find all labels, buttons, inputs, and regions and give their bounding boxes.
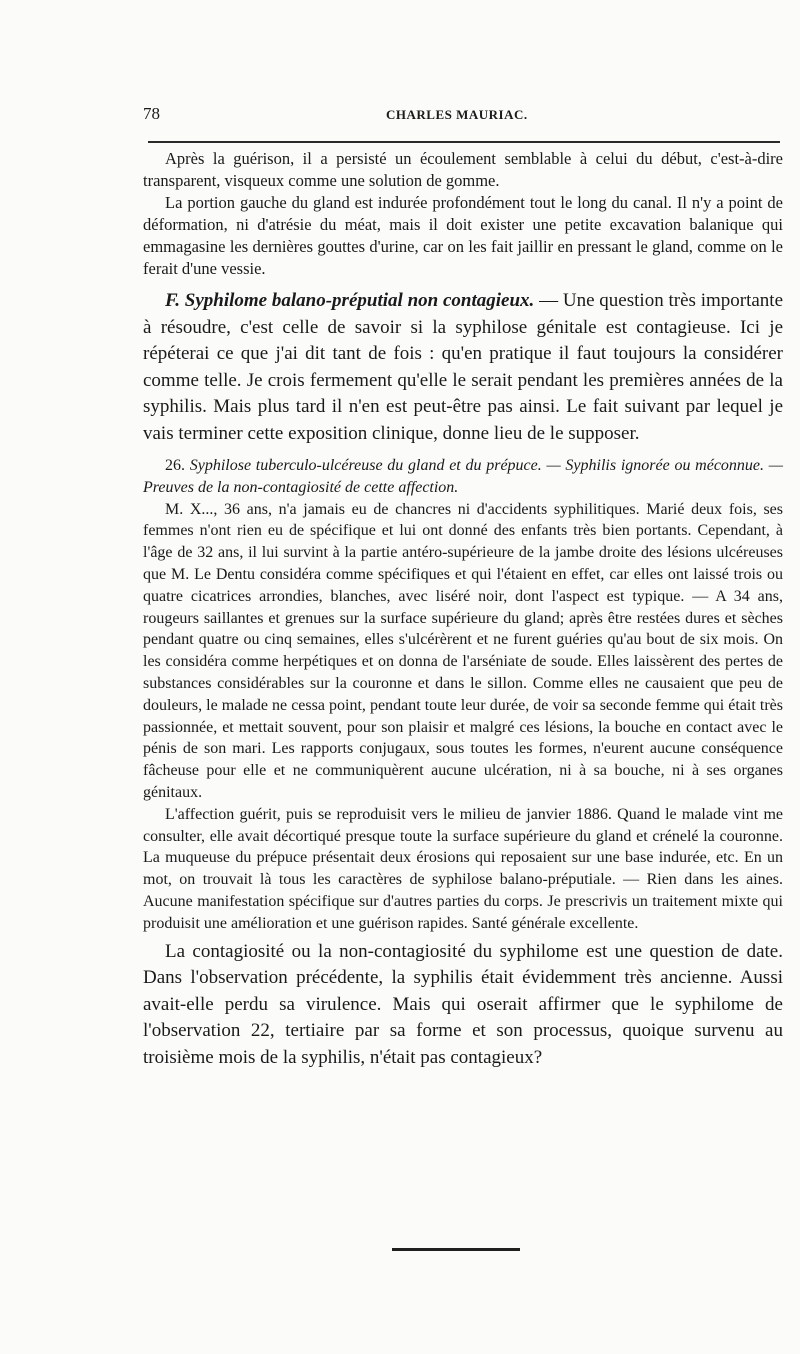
paragraph-discharge: Après la guérison, il a persisté un écoulement semblable à celui du début, c'est-à-dire transparent, visqueux comme une solution de gomme. [143, 149, 783, 190]
paragraph-section-f [143, 288, 783, 447]
section-text: — Une question très importante à résoudre, c'est celle de savoir si la syphilose génitale est contagieuse. Ici je répéterai ce que j'ai dit tant de fois : qu'en pratique il faut toujours la considérer comme telle. Je crois fermement qu'elle le serait pendant les premières années de la syphilis. Mais plus tard il n'en est peut-être pas ainsi. Le fait suivant par lequel je vais terminer cette exposition clinique, donne lieu de le supposer. [143, 290, 784, 444]
paragraph-gland: La portion gauche du gland est indurée profondément tout le long du canal. Il n'y a point de déformation, ni d'atrésie du méat, mais il doit exister une petite excavation balanique qui emmagasine les dernières gouttes d'urine, car on les fait jaillir en pressant le gland, comme on le ferait d'une vessie. [143, 193, 783, 278]
page-number: 78 [143, 104, 160, 123]
observation-title [143, 455, 783, 499]
header-rule [148, 141, 780, 143]
observation-title-text: Syphilose tuberculo-ulcéreuse du gland et du prépuce. — Syphilis ignorée ou méconnue. — Preuves de la non-contagiosité de cette affection. [143, 457, 783, 496]
observation-number: 26. [165, 457, 185, 474]
observation-paragraph-1: M. X..., 36 ans, n'a jamais eu de chancres ni d'accidents syphilitiques. Marié deux fois, ses femmes n'ont rien eu de spécifique et lui ont donné des enfants très bien portants. Cependant, à l'âge de 32 ans, il lui survint à la partie antéro-supérieure de la jambe droite des lésions ulcéreuses que M. Le Dentu considéra comme spécifiques et qui l'étaient en effet, car elles ont laissé trois ou quatre cicatrices arrondies, blanches, avec liséré noir, dont l'aspect est typique. — A 34 ans, rougeurs saillantes et grenues sur la surface supérieure du gland; après être restées dures et sèches pendant quatre ou cinq semaines, elles s'ulcérèrent et ne furent guéries qu'au bout de six mois. On les considéra comme herpétiques et on donna de l'arséniate de soude. Elles laissèrent des pertes de substances considérables sur la couronne et dans le sillon. Comme elles ne causaient que peu de douleurs, le malade ne cessa point, pendant toute leur durée, de voir sa seconde femme qui était très passionnée, et mettait souvent, pour son plaisir et malgré ces lésions, la bouche en contact avec le pénis de son mari. Les rapports conjugaux, sous toutes les formes, n'eurent aucune conséquence fâcheuse pour elle et ne communiquèrent aucune ulcération, ni à sa bouche, ni à ses organes génitaux. [143, 500, 783, 801]
section-heading: F. Syphilome balano-préputial non contagieux. [165, 290, 535, 311]
observation-paragraph-2: L'affection guérit, puis se reproduisit vers le milieu de janvier 1886. Quand le malade vint me consulter, elle avait décortiqué presque toute la surface supérieure du gland et crénelé la couronne. La muqueuse du prépuce présentait deux érosions qui reposaient sur une base indurée, etc. En un mot, on trouvait là tous les caractères de syphilose balano-préputiale. — Rien dans les aines. Aucune manifestation spécifique sur d'autres parties du corps. Je prescrivis un traitement mixte qui produisit une amélioration et une guérison rapides. Santé générale excellente. [143, 805, 783, 932]
running-title: CHARLES MAURIAC. [386, 107, 528, 122]
page-header [143, 104, 783, 130]
end-rule [392, 1248, 520, 1251]
body-text [143, 148, 783, 1071]
paragraph-conclusion: La contagiosité ou la non-contagiosité du syphilome est une question de date. Dans l'observation précédente, la syphilis était évidemment très ancienne. Aussi avait-elle perdu sa virulence. Mais qui oserait affirmer que le syphilome de l'observation 22, tertiaire par sa forme et son processus, quoique survenu au troisième mois de la syphilis, n'était pas contagieux? [143, 940, 783, 1068]
